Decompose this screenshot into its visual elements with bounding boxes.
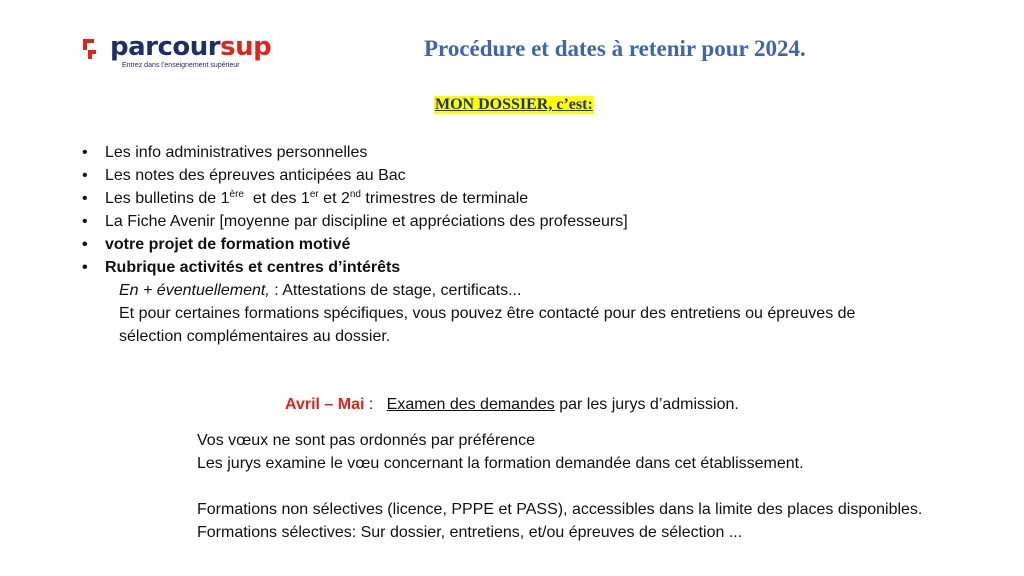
examen-demandes-text: Examen des demandes	[386, 396, 555, 413]
logo-wordmark	[110, 30, 271, 64]
extra-line-1	[119, 279, 521, 302]
extra-line-3: sélection complémentaires au dossier.	[119, 328, 391, 345]
note-line: Formations non sélectives (licence, PPPE et PASS), accessibles dans la limite des places disponibles.	[197, 501, 923, 518]
list-item: • votre projet de formation motivé	[82, 233, 628, 256]
dossier-list	[82, 141, 628, 279]
extra-italic: En + éventuellement,	[119, 282, 270, 299]
dossier-heading: MON DOSSIER, c’est:	[435, 96, 593, 113]
avril-sep: :	[364, 396, 387, 413]
logo-word-part2: sup	[220, 32, 272, 62]
list-item: • Les info administratives personnelles	[82, 141, 628, 164]
note-line: Formations sélectives: Sur dossier, entretiens, et/ou épreuves de sélection ...	[197, 524, 743, 541]
note-line: Les jurys examine le vœu concernant la formation demandée dans cet établissement.	[197, 455, 804, 472]
item-text: et des 1	[243, 190, 310, 207]
avril-mai-row	[285, 393, 739, 416]
logo-word-part1: parcour	[110, 32, 221, 62]
item-text: Les bulletins de 1	[105, 190, 230, 207]
logo-tagline: Entrez dans l’enseignement supérieur	[122, 62, 240, 69]
page-title: Procédure et dates à retenir pour 2024.	[424, 36, 806, 61]
extra-rest: : Attestations de stage, certificats...	[269, 282, 522, 299]
list-item: • Les notes des épreuves anticipées au Bac	[82, 164, 628, 187]
parcoursup-logo	[82, 34, 282, 74]
list-item: • La Fiche Avenir [moyenne par discipline et appréciations des professeurs]	[82, 210, 628, 233]
superscript: nd	[349, 189, 361, 200]
avril-mai-label: Avril – Mai	[285, 396, 365, 413]
superscript: er	[309, 189, 319, 200]
superscript: ère	[229, 189, 244, 200]
avril-rest: par les jurys d’admission.	[554, 396, 739, 413]
extra-line-2: Et pour certaines formations spécifiques, vous pouvez être contacté pour des entretiens ou épreuves de	[119, 305, 856, 322]
notes-block	[197, 429, 922, 544]
list-item: • Rubrique activités et centres d’intérêts	[82, 256, 628, 279]
parcoursup-logo-mark-icon	[82, 38, 106, 62]
note-line: Vos vœux ne sont pas ordonnés par préférence	[197, 432, 535, 449]
item-text: et 2	[318, 190, 350, 207]
list-item	[82, 187, 628, 210]
note-spacer	[197, 475, 922, 498]
item-text: trimestres de terminale	[360, 190, 529, 207]
